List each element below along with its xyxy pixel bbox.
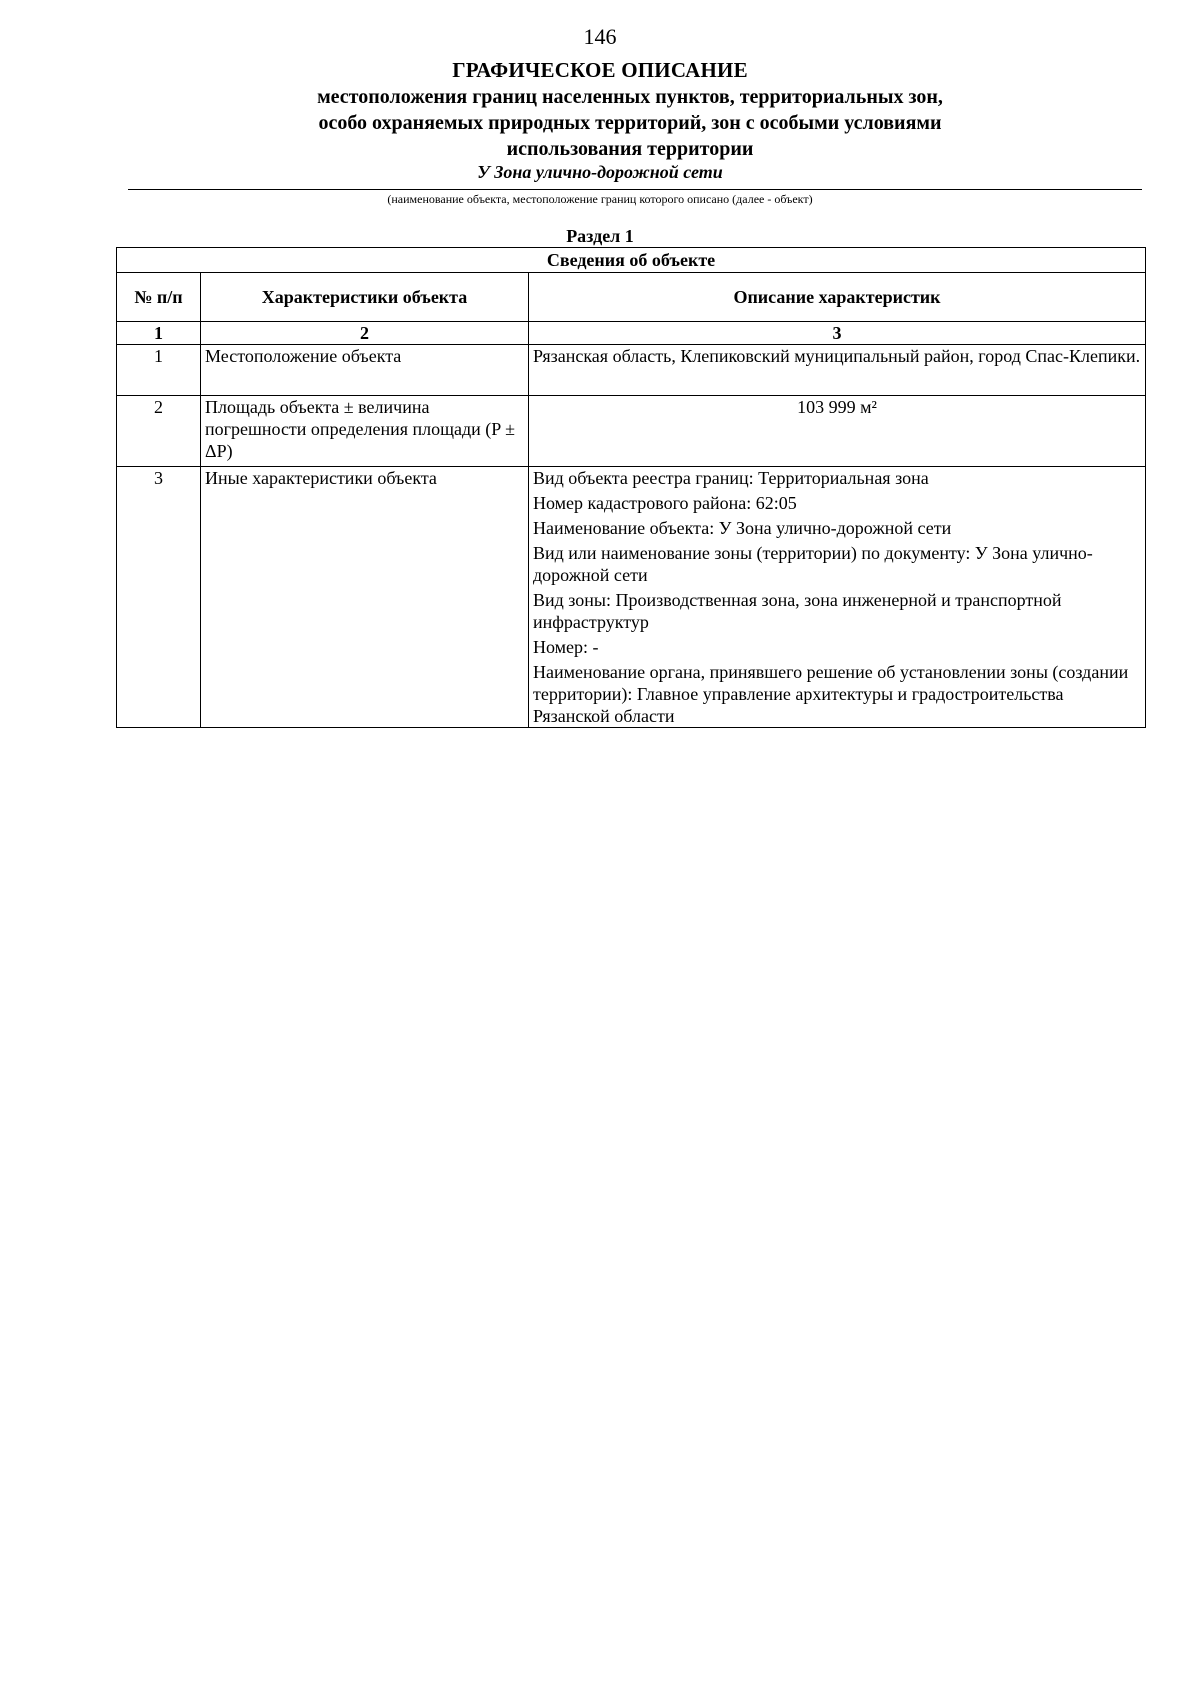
column-number-2: 2 bbox=[201, 322, 529, 345]
object-name: У Зона улично-дорожной сети bbox=[477, 162, 723, 182]
table-row bbox=[117, 467, 1146, 728]
object-info-table bbox=[116, 247, 1146, 728]
header-num: № п/п bbox=[117, 273, 201, 322]
document-subtitle: местоположения границ населенных пунктов, территориальных зон, особо охраняемых природных территорий, зон с особыми условиями использования территории bbox=[317, 86, 943, 160]
object-name-underline bbox=[128, 189, 1142, 190]
row-num: 1 bbox=[117, 345, 201, 396]
table-caption-row bbox=[117, 248, 1146, 273]
table-row bbox=[117, 345, 1146, 396]
description-line: Наименование объекта: У Зона улично-дорожной сети bbox=[533, 518, 952, 538]
table-caption: Сведения об объекте bbox=[117, 248, 1146, 273]
row-num: 3 bbox=[117, 467, 201, 728]
row-characteristic: Иные характеристики объекта bbox=[201, 467, 529, 728]
row-description: Рязанская область, Клепиковский муниципальный район, город Спас-Клепики. bbox=[529, 345, 1146, 396]
row-characteristic: Площадь объекта ± величина погрешности определения площади (P ± ΔP) bbox=[201, 396, 529, 467]
description-line: Номер: - bbox=[533, 637, 599, 657]
description-line: Вид или наименование зоны (территории) по документу: У Зона улично-дорожной сети bbox=[533, 543, 1093, 585]
object-name-hint: (наименование объекта, местоположение границ которого описано (далее - объект) bbox=[387, 192, 813, 206]
description-line: Номер кадастрового района: 62:05 bbox=[533, 493, 797, 513]
table-row bbox=[117, 396, 1146, 467]
description-line: Наименование органа, принявшего решение об установлении зоны (создании территории): Главное управление архитектуры и градостроительства Рязанской области bbox=[533, 662, 1129, 726]
row-description: 103 999 м² bbox=[529, 396, 1146, 467]
row-description bbox=[529, 467, 1146, 728]
row-num: 2 bbox=[117, 396, 201, 467]
description-line: Вид зоны: Производственная зона, зона инженерной и транспортной инфраструктур bbox=[533, 590, 1062, 632]
table-header-row bbox=[117, 273, 1146, 322]
column-number-1: 1 bbox=[117, 322, 201, 345]
page-number: 146 bbox=[583, 24, 617, 49]
column-number-row bbox=[117, 322, 1146, 345]
description-line: Вид объекта реестра границ: Территориальная зона bbox=[533, 468, 929, 488]
row-characteristic: Местоположение объекта bbox=[201, 345, 529, 396]
section-title: Раздел 1 bbox=[566, 226, 634, 246]
header-characteristics: Характеристики объекта bbox=[201, 273, 529, 322]
document-title: ГРАФИЧЕСКОЕ ОПИСАНИЕ bbox=[452, 58, 748, 82]
column-number-3: 3 bbox=[529, 322, 1146, 345]
header-description: Описание характеристик bbox=[529, 273, 1146, 322]
